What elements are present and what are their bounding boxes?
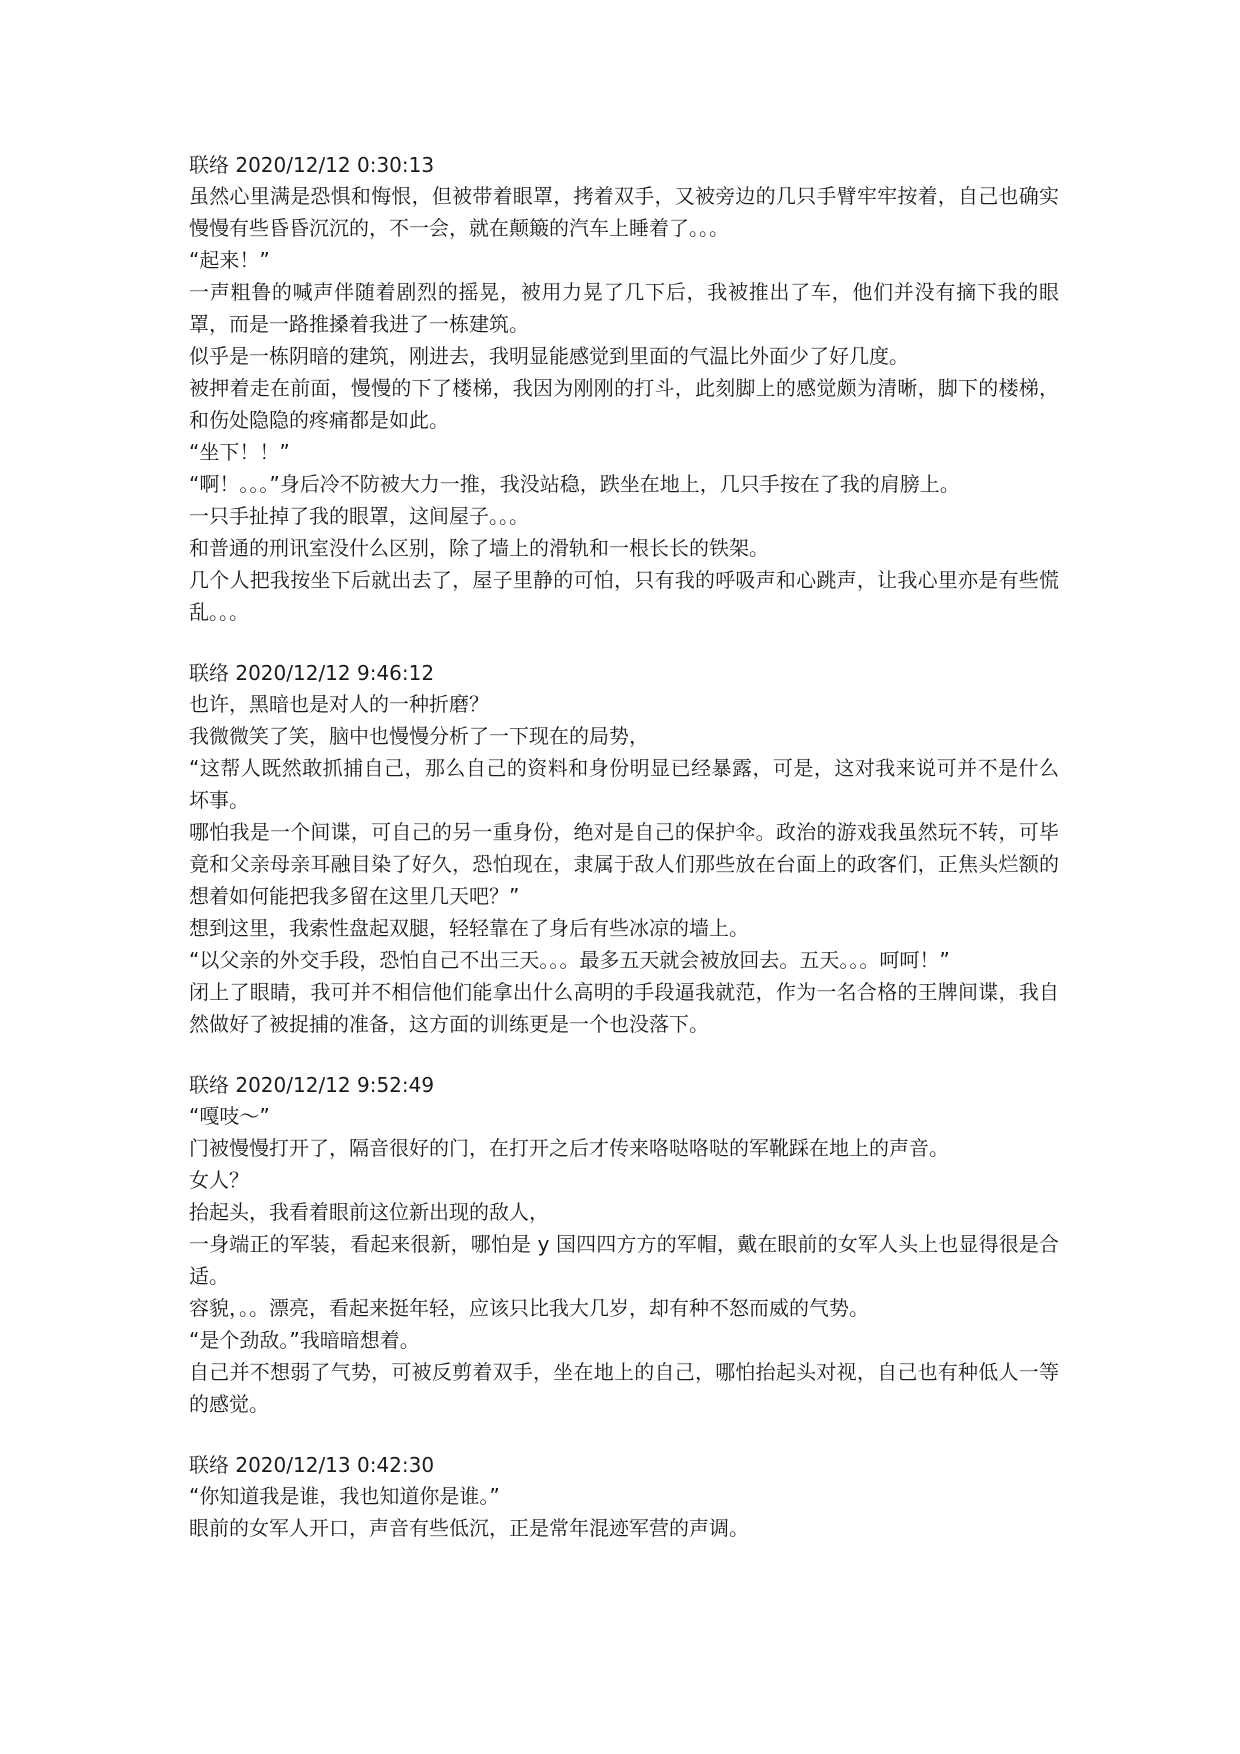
paragraph: 和普通的刑讯室没什么区别，除了墙上的滑轨和一根长长的铁架。 — [189, 536, 769, 560]
paragraph: “起来！” — [189, 248, 270, 272]
paragraph: 虽然心里满是恐惧和悔恨，但被带着眼罩，拷着双手，又被旁边的几只手臂牢牢按着，自己也确实慢慢有些昏昏沉沉的，不一会，就在颠簸的汽车上睡着了。。。 — [189, 184, 1059, 240]
paragraph: “是个劲敌。”我暗暗想着。 — [189, 1328, 420, 1352]
paragraph: 女人？ — [189, 1168, 249, 1192]
entry-timestamp: 联络 2020/12/12 0:30:13 — [189, 153, 435, 177]
paragraph: 门被慢慢打开了，隔音很好的门，在打开之后才传来咯哒咯哒的军靴踩在地上的声音。 — [189, 1136, 949, 1160]
paragraph: 抬起头，我看着眼前这位新出现的敌人， — [189, 1200, 549, 1224]
paragraph: 被押着走在前面，慢慢的下了楼梯，我因为刚刚的打斗，此刻脚上的感觉颇为清晰，脚下的楼梯，和伤处隐隐的疼痛都是如此。 — [189, 376, 1059, 432]
entry-timestamp: 联络 2020/12/12 9:46:12 — [189, 661, 435, 685]
paragraph: 一只手扯掉了我的眼罩，这间屋子。。。 — [189, 504, 529, 528]
paragraph: “坐下！！” — [189, 440, 290, 464]
paragraph: “以父亲的外交手段，恐怕自己不出三天。。。最多五天就会被放回去。五天。。。呵呵！” — [189, 948, 950, 972]
paragraph: 容貌，。。漂亮，看起来挺年轻，应该只比我大几岁，却有种不怒而威的气势。 — [189, 1296, 869, 1320]
paragraph: 想到这里，我索性盘起双腿，轻轻靠在了身后有些冰凉的墙上。 — [189, 916, 749, 940]
log-entry-3 — [189, 1070, 1059, 1420]
log-entry-1 — [189, 150, 1059, 628]
paragraph: “这帮人既然敢抓捕自己，那么自己的资料和身份明显已经暴露，可是，这对我来说可并不是什么坏事。 — [189, 756, 1059, 812]
log-entry-4 — [189, 1450, 1059, 1544]
paragraph: 一身端正的军装，看起来很新，哪怕是 y 国四四方方的军帽，戴在眼前的女军人头上也显得很是合适。 — [189, 1232, 1059, 1288]
entry-timestamp: 联络 2020/12/12 9:52:49 — [189, 1073, 435, 1097]
paragraph: 似乎是一栋阴暗的建筑，刚进去，我明显能感觉到里面的气温比外面少了好几度。 — [189, 344, 909, 368]
document-page — [189, 150, 1059, 1574]
paragraph: 哪怕我是一个间谍，可自己的另一重身份，绝对是自己的保护伞。政治的游戏我虽然玩不转，可毕竟和父亲母亲耳融目染了好久，恐怕现在，隶属于敌人们那些放在台面上的政客们，正焦头烂额的想着如何能把我多留在这里几天吧？” — [189, 820, 1059, 908]
paragraph: 也许，黑暗也是对人的一种折磨？ — [189, 692, 489, 716]
log-entry-2 — [189, 658, 1059, 1040]
paragraph: “嘎吱～” — [189, 1104, 270, 1128]
paragraph: 自己并不想弱了气势，可被反剪着双手，坐在地上的自己，哪怕抬起头对视，自己也有种低人一等的感觉。 — [189, 1360, 1059, 1416]
entry-timestamp: 联络 2020/12/13 0:42:30 — [189, 1453, 435, 1477]
paragraph: “啊！。。。”身后冷不防被大力一推，我没站稳，跌坐在地上，几只手按在了我的肩膀上。 — [189, 472, 960, 496]
paragraph: 一声粗鲁的喊声伴随着剧烈的摇晃，被用力晃了几下后，我被推出了车，他们并没有摘下我的眼罩，而是一路推搡着我进了一栋建筑。 — [189, 280, 1059, 336]
paragraph: 我微微笑了笑，脑中也慢慢分析了一下现在的局势， — [189, 724, 649, 748]
paragraph: 眼前的女军人开口，声音有些低沉，正是常年混迹军营的声调。 — [189, 1516, 749, 1540]
paragraph: “你知道我是谁，我也知道你是谁。” — [189, 1484, 500, 1508]
paragraph: 闭上了眼睛，我可并不相信他们能拿出什么高明的手段逼我就范，作为一名合格的王牌间谍，我自然做好了被捉捕的准备，这方面的训练更是一个也没落下。 — [189, 980, 1059, 1036]
paragraph: 几个人把我按坐下后就出去了，屋子里静的可怕，只有我的呼吸声和心跳声，让我心里亦是有些慌乱。。。 — [189, 568, 1059, 624]
